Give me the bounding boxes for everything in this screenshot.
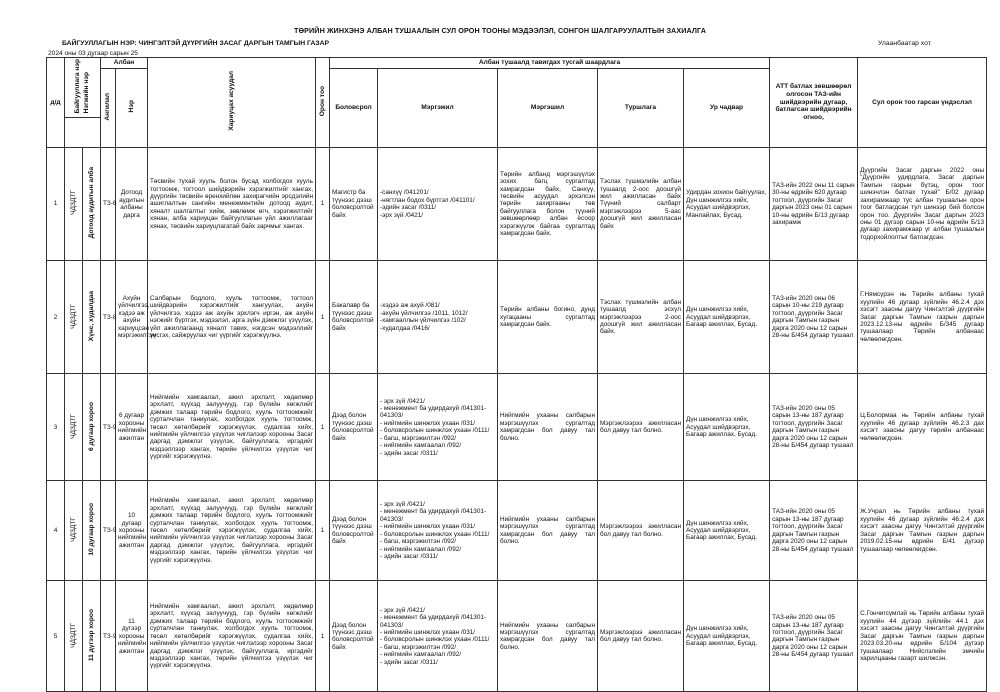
row-org: ЧДЗДТГ [65, 148, 83, 261]
row-skill: Дүн шинжилгээ хийх, Асуудал шийдвэрлэх, Багаар ажиллах, Бусад. [684, 481, 770, 581]
row-duties: Нийгмийн хамгаалал, ажил эрхлэлт, хөдөлмөр эрхлэлт, хүүхэд залуучууд, гэр бүлийн хөгжлийг дэмжих талаар төрийн бодлого, хууль тогтоомжийг сурталчлан таниулах, холбогдох хууль тогтоомж, төсөл хөтөлбөрийг хэрэгжүүлэх, судалгаа хийх, нийгмийн үйлчилгээ үзүүлэх чиглэлээр хорооны Засаг даргад дэмжлэг үзүүлэх, байгууллага, иргэдийг мэдээллээр хангах, төрийн үйлчилгээ үзүүлэх чиг үүргийг хэрэгжүүлнэ. [148, 374, 316, 481]
row-unit: Хүнс, худалдаа [83, 261, 101, 374]
row-exp: Тэслах түшмэлийн албан тушаалд 2-оос доошгүй жил ажилласан байх Түүний салбарт мэргэжлээрээ 5-аас доошгүй жил ажилласан байх [598, 148, 684, 261]
row-num: 3 [47, 374, 65, 481]
row-org: ЧДЗДТГ [65, 581, 83, 692]
col-requirements-group: Албан тушаалд тавигдах тусгай шаардлага [330, 58, 770, 69]
row-num: 2 [47, 261, 65, 374]
city-label: Улаанбаатар хот [878, 40, 931, 47]
row-exp: Мэргэжлээрээ ажилласан бол давуу тал болно. [598, 374, 684, 481]
row-rank: ТЗ-6 [101, 148, 116, 261]
row-count: 1 [316, 581, 330, 692]
row-unit: 10 дугаар хороо [83, 481, 101, 581]
row-org: ЧДЗДТГ [65, 481, 83, 581]
row-reason: Г.Нямсүрэн нь Төрийн албаны тухай хуулийн 46 дугаар зүйлийн 46.2.4 дэх хэсэгт заасны дагуу Чингэлтэй дүүргийн Засаг даргын Тамгын газрын даргын 2023.12.13-ны өдрийн Б/345 дугаар тушаалаар Төрийн албанаас чөлөөлөгдсөн. [858, 261, 987, 374]
row-name: 11 дүгээр хорооны нийгмийн ажилтан [116, 581, 148, 692]
row-skill: Удирдан зохион байгуулах, Дүн шинжилгээ хийх, Асуудал шийдвэрлэх, Манлайлах, Бусад. [684, 148, 770, 261]
row-num: 5 [47, 581, 65, 692]
row-org: ЧДЗДТГ [65, 261, 83, 374]
col-duties: Хариуцах асуудал [148, 58, 316, 148]
row-duties: Салбарын бодлого, хууль тогтоомж, тогтоол шийдвэрийн хэрэгжилтийг хангуулах, ахуйн үйлчилгээ, хэдээ аж ахуйн эрхлэгч иргэн, аж ахуйн нэгжийг бүртгэх, мэдээлэл, арга зүйн дэмжлэг үзүүлэх, үйл ажиллагаанд хяналт тавих, нэгдсэн мэдээллийг үүсгэх, сайжруулах чиг үүргийг хэрэгжүүлнэ. [148, 261, 316, 374]
row-training: Нийгмийн ухааны салбарын мэргэшүүлэх сургалтад хамрагдсан бол давуу тал болно. [498, 581, 598, 692]
row-num: 1 [47, 148, 65, 261]
row-rank: ТЗ-8 [101, 261, 116, 374]
document-date: 2024 оны 03 дугаар сарын 25 [48, 50, 138, 57]
row-edu: Бакалавр ба түүнээс дээш боловсролтой байх [330, 261, 378, 374]
row-count: 1 [316, 148, 330, 261]
row-training: Нийгмийн ухааны салбарын мэргэшүүлэх сургалтад хамрагдсан бол давуу тал болно. [498, 374, 598, 481]
row-edu: Дээд болон түүнээс дээш боловсролтой байх [330, 581, 378, 692]
col-reason: Сул орон тоо гарсан үндэслэл [858, 58, 987, 148]
col-att: АТТ батлах зөвшөөрөл олгосон ТАЗ-ийн шийдвэрийн дугаар, батлагсан шийдвэрийн огноо, [770, 58, 858, 148]
row-duties: Нийгмийн хамгаалал, ажил эрхлэлт, хөдөлмөр эрхлэлт, хүүхэд залуучууд, гэр бүлийн хөгжлийг дэмжих талаар төрийн бодлого, хууль тогтоомжийг сурталчлан таниулах, холбогдох хууль тогтоомж, төсөл хөтөлбөрийг хэрэгжүүлэх, судалгаа хийх, нийгмийн үйлчилгээ үзүүлэх чиглэлээр хорооны Засаг даргад дэмжлэг үзүүлэх, байгууллага, иргэдийг мэдээллээр хангах, төрийн үйлчилгээ үзүүлэх чиг үүргийг хэрэгжүүлнэ. [148, 481, 316, 581]
row-name: Ахуйн үйлчилгээ, хэдээ аж ахуйн хариуцсан мэргэжилтэн [116, 261, 148, 374]
row-exp: Мэргэжлээрээ ажилласан бол давуу тал болно. [598, 481, 684, 581]
table-row [47, 481, 987, 581]
row-att: ТАЗ-ийн 2020 оны 05 сарын 13-ны 187 дугаар тогтоол, дүүргийн Засаг даргын Тамгын газрын дарга 2020 оны 12 сарын 28-ны Б/454 дугаар тушаал [770, 581, 858, 692]
row-rank: ТЗ-9 [101, 581, 116, 692]
row-rank: ТЗ-9 [101, 374, 116, 481]
row-edu: Магистр ба түүнээс дээш боловсролтой байх [330, 148, 378, 261]
row-att: ТАЗ-ийн 2022 оны 11 сарын 30-ны өдрийн 620 дугаар тогтоол, дүүргийн Засаг даргын 2023 оны 01 сарын 10-ны өдрийн Б/13 дугаар захирамж [770, 148, 858, 261]
row-edu: Дээд болон түүнээс дээш боловсролтой байх [330, 481, 378, 581]
col-exp: Туршлага [598, 68, 684, 147]
row-name: 10 дугаар хорооны нийгмийн ажилтан [116, 481, 148, 581]
col-prof: Мэргэжил [378, 68, 498, 147]
col-alban-group: Албан [101, 58, 148, 69]
header-row-1 [47, 58, 987, 69]
row-edu: Дээд болон түүнээс дээш боловсролтой байх [330, 374, 378, 481]
row-duties: Нийгмийн хамгаалал, ажил эрхлэлт, хөдөлмөр эрхлэлт, хүүхэд залуучууд, гэр бүлийн хөгжлийг дэмжих талаар төрийн бодлого, хууль тогтоомжийг сурталчлан таниулах, холбогдох хууль тогтоомж, төсөл хөтөлбөрийг хэрэгжүүлэх, судалгаа хийх, нийгмийн үйлчилгээ үзүүлэх чиглэлээр хорооны Засаг даргад дэмжлэг үзүүлэх, байгууллага, иргэдийг мэдээллээр хангах, төрийн үйлчилгээ үзүүлэх чиг үүргийг хэрэгжүүлнэ. [148, 581, 316, 692]
row-skill: Дүн шинжилгээ хийх, Асуудал шийдвэрлэх, Багаар ажиллах, Бусад. [684, 581, 770, 692]
row-num: 4 [47, 481, 65, 581]
row-skill: Дүн шинжилгээ хийх, Асуудал шийдвэрлэх, Багаар ажиллах, Бусад. [684, 261, 770, 374]
row-duties: Төсвийн тухай хууль болон бусад холбогдох хууль тогтоомж, тогтоол шийдвэрийн хэрэгжилтийг хангах, дүүргийн төсвийн өренхийлөн захирагчийн эрсдэлийн ашиглалтын сангийн менежментийн дотоод аудит, хяналт шалгалтыг хийж, зөвлөмж өгч, хэрэгжилтийг хянан, алба хариуцан байгууллагын үйл ажиллагааг хянах, төсвийн хариуцлагатай байх зарчмыг хангах. [148, 148, 316, 261]
col-name: Нэр [116, 68, 148, 147]
table-row [47, 261, 987, 374]
col-org-spacer [65, 118, 101, 148]
row-count: 1 [316, 481, 330, 581]
table-row [47, 374, 987, 481]
row-reason: Дүүргийн Засаг даргын 2022 оны "Дүүргийн удирдлага, Засаг даргын Тамгын газрын бүтэц, орон тоог шинэчлэн батлах тухай" Б/02 дугаар захирамжаар тус албан тушаалын орон тоог батлагдсан тул шинээр бий болсон орон тоо. Дүүргийн Засаг даргын 2023 оны 01 дүгээр сарын 10-ны өдрийн Б/13 дугаар захирамжаар үг албан тушаалын тодорхойлолтыг батлагдсан. [858, 148, 987, 261]
row-name: 6 дугаар хорооны нийгмийн ажилтан [116, 374, 148, 481]
row-count: 1 [316, 374, 330, 481]
row-training: Төрийн албанд мэргэшүүлэх зохих багц сургалтад хамрагдсан байх, Санхүү, төсвийн асуудал эрхэлсэн төрийн захиргааны төв байгууллага болон түүний зөвшөөрлөөр албан ёсоор хэрэгжүүлж байгаа сургалтад хамрагдсан байх. [498, 148, 598, 261]
vacancy-table [46, 57, 987, 692]
row-prof: -хэдээ аж ахуй /081/ -ахуйн үйлчилгээ /1011, 1012/ -хамгааллын үйлчилгээ /102/ -худалдаа /0416/ [378, 261, 498, 374]
row-training: Төрийн албаны богино, дунд хугацааны сургалтад хамрагдсан байх. [498, 261, 598, 374]
row-reason: Ж.Учрал нь Төрийн албаны тухай хуулийн 46 дугаар зүйлийн 46.2.4 дэх хэсэгт заасны дагуу Чингэлтэй дүүргийн Засаг даргын Тамгын газрын даргын 2019.02.15-ны өдрийн Б/41 дүгээр тушаалаар чөлөөлөгдсөн. [858, 481, 987, 581]
row-reason: Ц.Болормаа нь Төрийн албаны тухай хуулийн 46 дугаар зүйлийн 46.2.3 дах хэсэгт заасны дагуу төрийн албанаас чөлөөлөгдсөн. [858, 374, 987, 481]
table-row [47, 148, 987, 261]
row-training: Нийгмийн ухааны салбарын мэргэшүүлэх сургалтад хамрагдсан бол давуу тал болно. [498, 481, 598, 581]
row-prof: - эрх зүй /0421/ - менежмент ба удирдахуй /041301-041303/ - нийгмийн шинжлэх ухаан /031/ - боловсролын шинжлэх ухаан /0111/ - багш, мэргэжилтэн /092/ - нийгмийн хамгаалал /092/ - эдийн засаг /0311/ [378, 581, 498, 692]
document-title: ТӨРИЙН ЖИНХЭНЭ АЛБАН ТУШААЛЫН СУЛ ОРОН ТООНЫ МЭДЭЭЛЭЛ, СОНГОН ШАЛГАРУУЛАЛТЫН ЗАХИАЛГА [293, 26, 707, 35]
row-exp: Мэргэжлээрээ ажилласан бол давуу тал болно. [598, 581, 684, 692]
row-att: ТАЗ-ийн 2020 оны 05 сарын 13-ны 187 дугаар тогтоол, дүүргийн Засаг даргын Тамгын газрын дарга 2020 оны 12 сарын 28-ны Б/454 дугаар тушаал [770, 481, 858, 581]
row-att: ТАЗ-ийн 2020 оны 06 сарын 10-ны 219 дугаар тогтоол, дүүргийн Засаг даргын Тамгын газрын дарга 2020 оны 12 сарын 28-ны Б/454 дугаар тушаал [770, 261, 858, 374]
col-org: Байгууллага нэр [73, 59, 81, 114]
col-training: Мэргэшил [498, 68, 598, 147]
organization-name: БАЙГУУЛЛАГЫН НЭР: ЧИНГЭЛТЭЙ ДҮҮРГИЙН ЗАСАГ ДАРГЫН ТАМГЫН ГАЗАР [62, 40, 330, 47]
row-count: 1 [316, 261, 330, 374]
row-rank: ТЗ-9 [101, 481, 116, 581]
col-unit: Нэгжийн нэр [83, 72, 91, 114]
row-unit: 6 дугаар хороо [83, 374, 101, 481]
row-unit: Дотоод аудитын алба [83, 148, 101, 261]
row-reason: С.Гончигсүмлэй нь Төрийн албаны тухай хуулийн 44 дүгээр зүйлийн 44.1 дэх хэсэгт заасны дагуу Чингэлтэй дүүргийн Засаг даргын Тамгын газрын даргын 2023.03.20-ны өдрийн Б/104 дүгээр тушаалаар Нийслэлийн эмчийн харилцааны газарт шилжсэн. [858, 581, 987, 692]
col-rank: Ангилал [101, 68, 116, 147]
row-att: ТАЗ-ийн 2020 оны 05 сарын 13-ны 187 дугаар тогтоол, дүүргийн Засаг даргын Тамгын газрын дарга 2020 оны 12 сарын 28-ны Б/454 дугаар тушаал [770, 374, 858, 481]
row-name: Дотоод аудитын албаны дарга [116, 148, 148, 261]
row-prof: - эрх зүй /0421/ - менежмент ба удирдахуй /041301-041303/ - нийгмийн шинжлэх ухаан /031/ - боловсролын шинжлэх ухаан /0111/ - багш, мэргэжилтэн /092/ - нийгмийн хамгаалал /092/ - эдийн засаг /0311/ [378, 374, 498, 481]
col-skill: Ур чадвар [684, 68, 770, 147]
col-num: д/д [47, 58, 65, 148]
col-edu: Боловсрол [330, 68, 378, 147]
row-prof: -санхүү /041201/ -нягтлан бодох бүртгэл /041101/ -эдийн засаг /0311/ -эрх зүй /0421/ [378, 148, 498, 261]
row-skill: Дүн шинжилгээ хийх, Асуудал шийдвэрлэх, Багаар ажиллах, Бусад. [684, 374, 770, 481]
table-row [47, 581, 987, 692]
row-exp: Тэслах түшмэлийн албан тушаалд эсхүл мэргэжлээрээ 2-оос доошгүй жил ажилласан байх. [598, 261, 684, 374]
row-org: ЧДЗДТГ [65, 374, 83, 481]
row-unit: 11 дүгээр хороо [83, 581, 101, 692]
col-org-unit [65, 58, 101, 118]
row-prof: - эрх зүй /0421/ - менежмент ба удирдахуй /041301-041303/ - нийгмийн шинжлэх ухаан /031/ - боловсролын шинжлэх ухаан /0111/ - багш, мэргэжилтэн /092/ - нийгмийн хамгаалал /092/ - эдийн засаг /0311/ [378, 481, 498, 581]
col-count: Орон тоо [316, 58, 330, 148]
